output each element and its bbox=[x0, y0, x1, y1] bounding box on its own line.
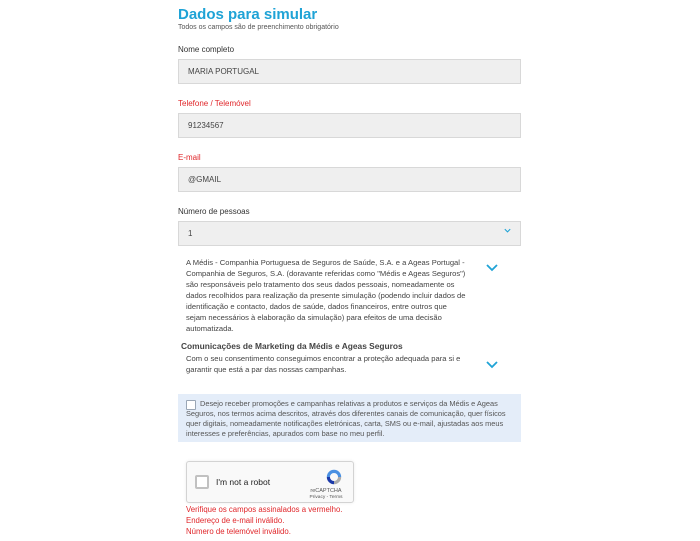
error-message: Número de telemóvel inválido. bbox=[186, 527, 291, 536]
recaptcha-label: I'm not a robot bbox=[216, 477, 271, 487]
name-value: MARIA PORTUGAL bbox=[188, 67, 259, 76]
chevron-down-icon[interactable] bbox=[484, 359, 500, 371]
error-message: Verifique os campos assinalados a vermelho. bbox=[186, 505, 343, 514]
name-field[interactable] bbox=[178, 59, 521, 84]
email-field[interactable] bbox=[178, 167, 521, 192]
email-value: @GMAIL bbox=[188, 175, 222, 184]
page-subtitle: Todos os campos são de preenchimento obrigatório bbox=[178, 24, 339, 31]
recaptcha-widget bbox=[186, 461, 354, 503]
consent-text: Desejo receber promoções e campanhas relativas a produtos e serviços da Médis e Ageas Seguros, nos termos acima descritos, através dos diferentes canais de comunicação, quer físicos quer digitais, nomeadamente notificações eletrónicas, carta, SMS ou e-mail, ajustadas aos meus interesses e preferências, apurados com base no meu perfil. bbox=[186, 399, 506, 438]
phone-value: 91234567 bbox=[188, 121, 224, 130]
people-value: 1 bbox=[188, 229, 193, 238]
chevron-down-icon[interactable] bbox=[484, 262, 500, 274]
phone-label: Telefone / Telemóvel bbox=[178, 99, 251, 108]
error-message: Endereço de e-mail inválido. bbox=[186, 516, 285, 525]
email-label: E-mail bbox=[178, 153, 201, 162]
phone-field[interactable] bbox=[178, 113, 521, 138]
marketing-text: Com o seu consentimento conseguimos encontrar a proteção adequada para si e garantir que está a par das nossas campanhas. bbox=[186, 354, 461, 374]
recaptcha-links[interactable]: Privacy - Terms bbox=[309, 495, 343, 500]
people-label: Número de pessoas bbox=[178, 207, 250, 216]
legal-text: A Médis - Companhia Portuguesa de Seguros de Saúde, S.A. e a Ageas Portugal - Companhia de Seguros, S.A. (doravante referidas como "Médis e Ageas Seguros") são responsáveis pelo tratamento dos seus dados pessoais, nomeadamente os dados recolhidos para realização da presente simulação (podendo incluir dados de identificação e contacto, dados de saúde, dados financeiros, entre outros que sejam necessários à elaboração da simulação) para efeitos de uma decisão automatizada. bbox=[186, 258, 466, 333]
page-title: Dados para simular bbox=[178, 6, 318, 23]
recaptcha-checkbox[interactable] bbox=[195, 475, 209, 489]
chevron-down-icon bbox=[503, 226, 512, 235]
recaptcha-logo-icon bbox=[325, 468, 343, 486]
recaptcha-brand: reCAPTCHA bbox=[310, 488, 342, 494]
marketing-consent bbox=[178, 394, 521, 442]
marketing-title: Comunicações de Marketing da Médis e Ageas Seguros bbox=[181, 341, 403, 351]
name-label: Nome completo bbox=[178, 45, 235, 54]
people-select[interactable] bbox=[178, 221, 521, 246]
